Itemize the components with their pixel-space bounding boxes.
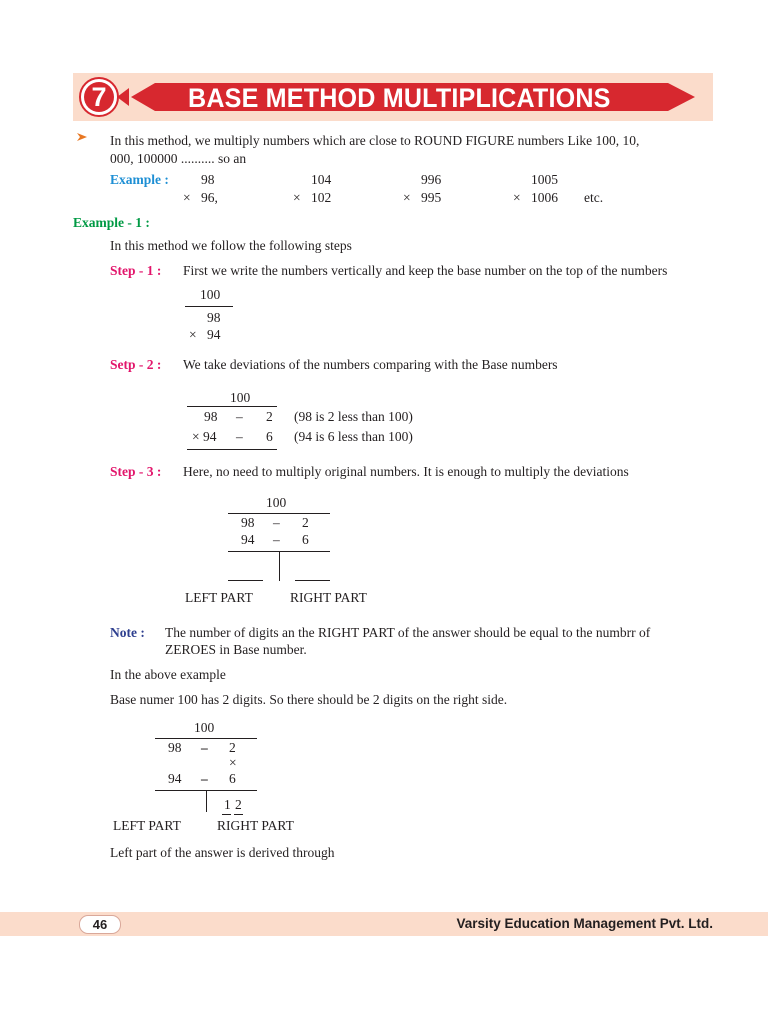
step-1-base-rule	[185, 306, 233, 307]
final-right-part-label: RIGHT PART	[217, 818, 294, 833]
step-1-number-1: 98	[207, 310, 221, 325]
step-1-label: Step - 1 :	[110, 263, 162, 278]
step-3-minus-1: –	[273, 515, 280, 530]
final-minus-1: –	[201, 740, 208, 755]
step-2-number-2: × 94	[192, 429, 217, 444]
step-3-deviation-1: 2	[302, 515, 309, 530]
note-line-2: ZEROES in Base number.	[165, 642, 307, 657]
base-digits-text: Base numer 100 has 2 digits. So there should be 2 digits on the right side.	[110, 692, 508, 707]
step-3-deviation-2: 6	[302, 532, 309, 547]
step-2-bottom-rule	[187, 449, 277, 450]
step-1-text: First we write the numbers vertically and keep the base number on the top of the numbers	[183, 263, 668, 278]
step-2-note-2: (94 is 6 less than 100)	[294, 429, 413, 444]
final-deviation-1: 2	[229, 740, 236, 755]
final-base: 100	[194, 720, 215, 735]
example-2-times: ×	[293, 190, 301, 205]
final-left-part-label: LEFT PART	[113, 818, 181, 833]
final-digit-2-underline	[234, 814, 243, 815]
example-etc: etc.	[584, 190, 604, 205]
final-answer-digit-2: 2	[235, 797, 242, 812]
steps-intro: In this method we follow the following steps	[110, 238, 352, 253]
step-3-number-1: 98	[241, 515, 255, 530]
page-number: 46	[79, 915, 121, 934]
step-2-base: 100	[230, 390, 251, 405]
step-2-note-1: (98 is 2 less than 100)	[294, 409, 413, 424]
step-3-text: Here, no need to multiply original numbers. It is enough to multiply the deviations	[183, 464, 629, 479]
final-digit-1-underline	[222, 814, 231, 815]
final-number-2: 94	[168, 771, 182, 786]
chapter-number: 7	[91, 82, 107, 112]
final-answer-digit-1: 1	[224, 797, 231, 812]
final-minus-2: –	[201, 771, 208, 786]
example-label: Example :	[110, 172, 169, 187]
publisher-name: Varsity Education Management Pvt. Ltd.	[456, 916, 713, 931]
intro-text-line2: 000, 100000 .......... so an	[110, 151, 247, 166]
example-4-times: ×	[513, 190, 521, 205]
step-3-right-part-label: RIGHT PART	[290, 590, 367, 605]
step-2-text: We take deviations of the numbers comparing with the Base numbers	[183, 357, 558, 372]
example-1-times: ×	[183, 190, 191, 205]
step-2-deviation-1: 2	[266, 409, 273, 424]
step-2-minus-1: –	[236, 409, 243, 424]
step-3-base-rule	[228, 513, 330, 514]
final-divider	[206, 791, 207, 812]
example-4-bottom: 1006	[531, 190, 558, 205]
example-1-top: 98	[201, 172, 215, 187]
step-2-label: Setp - 2 :	[110, 357, 162, 372]
example-1-bottom: 96,	[201, 190, 218, 205]
final-number-1: 98	[168, 740, 182, 755]
step-3-divider	[279, 551, 280, 581]
example-3-top: 996	[421, 172, 442, 187]
final-base-rule	[155, 738, 257, 739]
step-3-left-part-label: LEFT PART	[185, 590, 253, 605]
step-1-number-2: 94	[207, 327, 221, 342]
step-2-number-1: 98	[204, 409, 218, 424]
step-2-base-rule	[187, 406, 277, 407]
step-3-left-blank	[228, 580, 263, 581]
example-4-top: 1005	[531, 172, 558, 187]
final-times: ×	[229, 755, 237, 770]
example-2-top: 104	[311, 172, 332, 187]
step-2-minus-2: –	[236, 429, 243, 444]
step-2-deviation-2: 6	[266, 429, 273, 444]
note-line-1: The number of digits an the RIGHT PART of the answer should be equal to the numbrr of	[165, 625, 651, 640]
example-1-heading: Example - 1 :	[73, 215, 150, 230]
final-deviation-2: 6	[229, 771, 236, 786]
step-3-right-blank	[295, 580, 330, 581]
step-3-label: Step - 3 :	[110, 464, 162, 479]
chapter-title: BASE METHOD MULTIPLICATIONS	[188, 83, 611, 113]
step-3-minus-2: –	[273, 532, 280, 547]
example-3-bottom: 995	[421, 190, 442, 205]
note-label: Note :	[110, 625, 145, 640]
closing-text: Left part of the answer is derived through	[110, 845, 335, 860]
example-3-times: ×	[403, 190, 411, 205]
step-1-base: 100	[200, 287, 221, 302]
above-example-text: In the above example	[110, 667, 226, 682]
step-3-number-2: 94	[241, 532, 255, 547]
example-2-bottom: 102	[311, 190, 332, 205]
intro-text-line1: In this method, we multiply numbers which are close to ROUND FIGURE numbers Like 100, 10,	[110, 133, 640, 148]
bullet-arrow-icon	[76, 131, 88, 143]
step-3-base: 100	[266, 495, 287, 510]
step-1-times: ×	[189, 327, 197, 342]
